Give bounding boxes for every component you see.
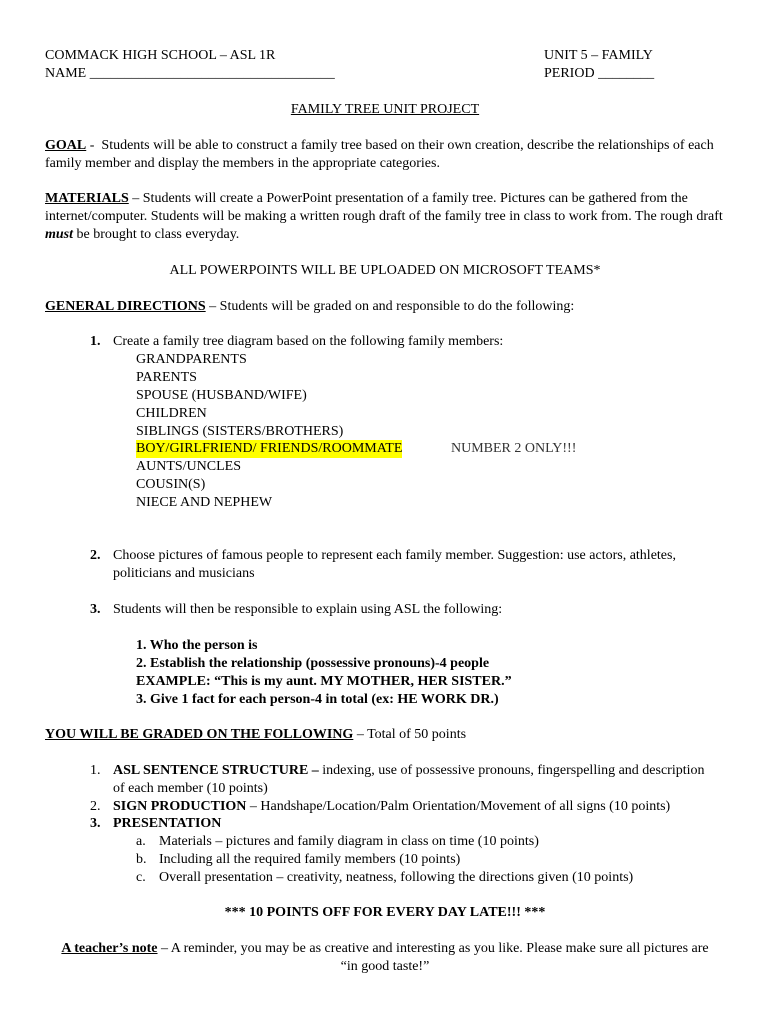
general-directions-line (45, 298, 574, 316)
general-directions-text: – Students will be graded on and responsible to do the following: (205, 299, 575, 314)
materials-text-before: – Students will create a PowerPoint presentation of a family tree. Pictures can be gathered from the internet/computer. Students will be making a written rough draft of the family tree in class to work from. The rough draft (45, 191, 723, 224)
direction-3-number: 3. (90, 602, 101, 617)
family-member-item: PARENTS (136, 370, 197, 385)
goal-label: GOAL (45, 138, 87, 153)
family-member-item: NIECE AND NEPHEW (136, 495, 273, 510)
period-blank: ________ (598, 66, 655, 81)
grading-subitem-a: Materials – pictures and family diagram in class on time (10 points) (159, 834, 539, 849)
direction-2-number: 2. (90, 548, 101, 563)
name-blank: ___________________________________ (89, 66, 335, 81)
grading-subitem-c-letter: c. (136, 870, 146, 885)
materials-label: MATERIALS (45, 191, 129, 206)
teacher-note (60, 940, 710, 976)
goal-separator: - (86, 138, 102, 153)
grading-heading (45, 726, 466, 744)
grading-item-1-title: ASL SENTENCE STRUCTURE – (113, 763, 319, 778)
family-member-item: SIBLINGS (SISTERS/BROTHERS) (136, 424, 344, 439)
goal-paragraph (45, 137, 730, 173)
materials-paragraph (45, 190, 735, 244)
family-member-item: GRANDPARENTS (136, 352, 247, 367)
family-member-item: CHILDREN (136, 406, 207, 421)
grading-item-1-text: indexing, use of possessive pronouns, fingerspelling and description of each member (10 points) (113, 763, 705, 796)
teacher-note-label: A teacher’s note (61, 941, 158, 956)
family-member-item: AUNTS/UNCLES (136, 459, 242, 474)
family-member-item: COUSIN(S) (136, 477, 206, 492)
unit-heading: UNIT 5 – FAMILY (544, 48, 653, 63)
name-label: NAME (45, 66, 87, 81)
page-title: FAMILY TREE UNIT PROJECT (290, 102, 480, 117)
grading-item-2 (113, 798, 670, 816)
grading-label: YOU WILL BE GRADED ON THE FOLLOWING (45, 727, 354, 742)
grading-subitem-b: Including all the required family members (10 points) (159, 852, 461, 867)
period-line (544, 65, 654, 83)
goal-text: Students will be able to construct a family tree based on their own creation, describe the relationships of each family member and display the members in the appropriate categories. (45, 138, 714, 171)
highlight-note: NUMBER 2 ONLY!!! (451, 441, 577, 456)
period-label: PERIOD (544, 66, 595, 81)
asl-explain-item: 1. Who the person is (136, 638, 258, 653)
name-line (45, 65, 335, 83)
grading-item-1 (113, 762, 713, 798)
materials-text-after: be brought to class everyday. (73, 227, 240, 242)
materials-emphasis: must (45, 227, 74, 242)
general-directions-label: GENERAL DIRECTIONS (45, 299, 206, 314)
grading-subitem-c: Overall presentation – creativity, neatness, following the directions given (10 points) (159, 870, 634, 885)
grading-subitem-a-letter: a. (136, 834, 146, 849)
grading-item-1-number: 1. (90, 763, 101, 778)
family-member-item-highlighted: BOY/GIRLFRIEND/ FRIENDS/ROOMMATE (136, 441, 403, 456)
asl-explain-item: 2. Establish the relationship (possessive pronouns)-4 people (136, 656, 490, 671)
direction-1-text: Create a family tree diagram based on the following family members: (113, 334, 504, 349)
direction-1-number: 1. (90, 334, 101, 349)
asl-explain-item: 3. Give 1 fact for each person-4 in total (ex: HE WORK DR.) (136, 692, 499, 707)
grading-item-3-title: PRESENTATION (113, 816, 222, 831)
family-member-item: SPOUSE (HUSBAND/WIFE) (136, 388, 307, 403)
grading-item-2-title: SIGN PRODUCTION (113, 799, 247, 814)
direction-2-text: Choose pictures of famous people to represent each family member. Suggestion: use actors, athletes, politicians and musicians (113, 548, 676, 581)
late-notice: *** 10 POINTS OFF FOR EVERY DAY LATE!!! *** (224, 905, 546, 920)
upload-note: ALL POWERPOINTS WILL BE UPLOADED ON MICROSOFT TEAMS* (169, 263, 601, 278)
school-course-heading: COMMACK HIGH SCHOOL – ASL 1R (45, 48, 276, 63)
grading-item-3-number: 3. (90, 816, 101, 831)
asl-example: EXAMPLE: “This is my aunt. MY MOTHER, HER SISTER.” (136, 674, 512, 689)
grading-subitem-b-letter: b. (136, 852, 147, 867)
grading-item-2-text: – Handshape/Location/Palm Orientation/Movement of all signs (10 points) (246, 799, 671, 814)
teacher-note-text: – A reminder, you may be as creative and interesting as you like. Please make sure all pictures are “in good taste!” (157, 941, 709, 974)
grading-total: – Total of 50 points (353, 727, 467, 742)
direction-3-text: Students will then be responsible to explain using ASL the following: (113, 602, 503, 617)
grading-item-2-number: 2. (90, 799, 101, 814)
